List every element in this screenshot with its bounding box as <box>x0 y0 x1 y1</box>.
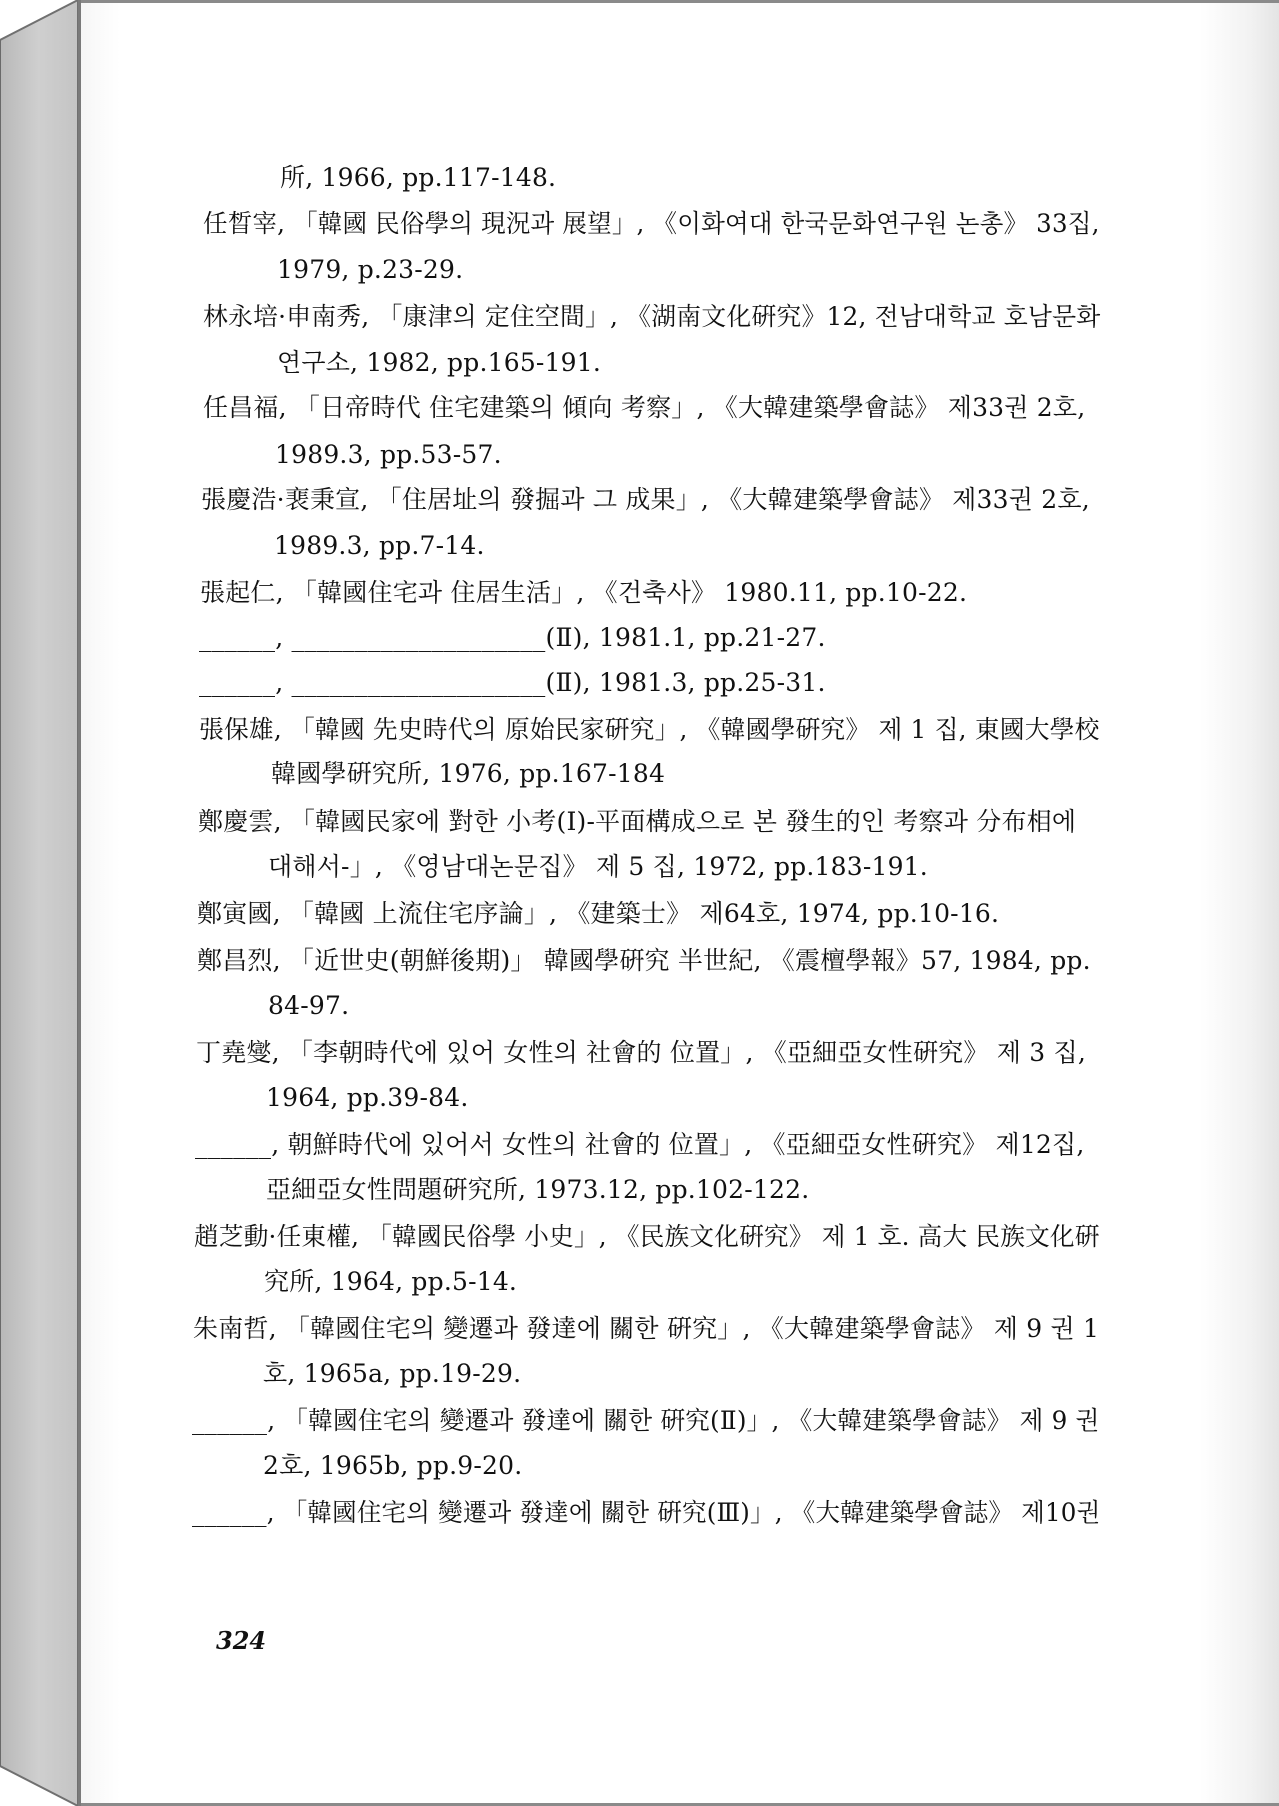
reference-line: 林永培·申南秀, 「康津의 定住空間」, 《湖南文化硏究》12, 전남대학교 호남문화 <box>203 302 1101 331</box>
page-number: 324 <box>216 1626 267 1655</box>
reference-line: 1989.3, pp.53-57. <box>275 440 502 469</box>
reference-line: 所, 1966, pp.117-148. <box>280 163 557 192</box>
reference-line: ______, 朝鮮時代에 있어서 女性의 社會的 位置」, 《亞細亞女性硏究》 제12집, <box>195 1130 1085 1159</box>
reference-line: ______, ____________________(Ⅱ), 1981.3, pp.25-31. <box>199 668 826 697</box>
reference-line: 鄭昌烈, 「近世史(朝鮮後期)」 韓國學硏究 半世紀, 《震檀學報》57, 1984, pp. <box>197 946 1091 975</box>
reference-line: 호, 1965a, pp.19-29. <box>263 1359 522 1388</box>
reference-line: 朱南哲, 「韓國住宅의 變遷과 發達에 關한 硏究」, 《大韓建築學會誌》 제 9 권 1 <box>193 1314 1100 1343</box>
reference-line: 丁堯燮, 「李朝時代에 있어 女性의 社會的 位置」, 《亞細亞女性硏究》 제 3 집, <box>196 1038 1086 1067</box>
reference-line: 鄭寅國, 「韓國 上流住宅序論」, 《建築士》 제64호, 1974, pp.10-16. <box>197 899 1000 928</box>
reference-line: 1964, pp.39-84. <box>266 1083 469 1112</box>
reference-line: 대해서-」, 《영남대논문집》 제 5 집, 1972, pp.183-191. <box>268 852 928 881</box>
reference-line: 張起仁, 「韓國住宅과 住居生活」, 《건축사》 1980.11, pp.10-22. <box>200 578 968 607</box>
reference-line: 趙芝動·任東權, 「韓國民俗學 小史」, 《民族文化硏究》 제 1 호. 高大 民族文化硏 <box>194 1222 1100 1251</box>
reference-line: 2호, 1965b, pp.9-20. <box>263 1451 523 1480</box>
reference-line: 1989.3, pp.7-14. <box>274 531 485 560</box>
reference-line: ______, 「韓國住宅의 變遷과 發達에 關한 硏究(Ⅱ)」, 《大韓建築學會誌》 제 9 권 <box>192 1406 1100 1435</box>
reference-line: 연구소, 1982, pp.165-191. <box>277 348 602 377</box>
reference-line: 任晳宰, 「韓國 民俗學의 現況과 展望」, 《이화여대 한국문화연구원 논총》 33집, <box>203 209 1100 238</box>
reference-line: ______, 「韓國住宅의 變遷과 發達에 關한 硏究(Ⅲ)」, 《大韓建築學會誌》 제10권 <box>192 1498 1101 1527</box>
reference-line: 究所, 1964, pp.5-14. <box>264 1267 518 1296</box>
reference-line: 任昌福, 「日帝時代 住宅建築의 傾向 考察」, 《大韓建築學會誌》 제33권 2호, <box>203 393 1086 422</box>
reference-line: 鄭慶雲, 「韓國民家에 對한 小考(I)-平面構成으로 본 發生的인 考察과 分布相에 <box>198 807 1077 836</box>
reference-line: 張慶浩·裵秉宣, 「住居址의 發掘과 그 成果」, 《大韓建築學會誌》 제33권 2호, <box>201 485 1090 514</box>
reference-line: 1979, p.23-29. <box>277 255 464 284</box>
reference-line: ______, ____________________(Ⅱ), 1981.1, pp.21-27. <box>199 623 826 652</box>
reference-line: 張保雄, 「韓國 先史時代의 原始民家硏究」, 《韓國學硏究》 제 1 집, 東國大學校 <box>199 715 1100 744</box>
reference-line: 84-97. <box>268 991 350 1020</box>
reference-line: 亞細亞女性問題硏究所, 1973.12, pp.102-122. <box>266 1175 810 1204</box>
reference-line: 韓國學硏究所, 1976, pp.167-184 <box>271 759 666 788</box>
